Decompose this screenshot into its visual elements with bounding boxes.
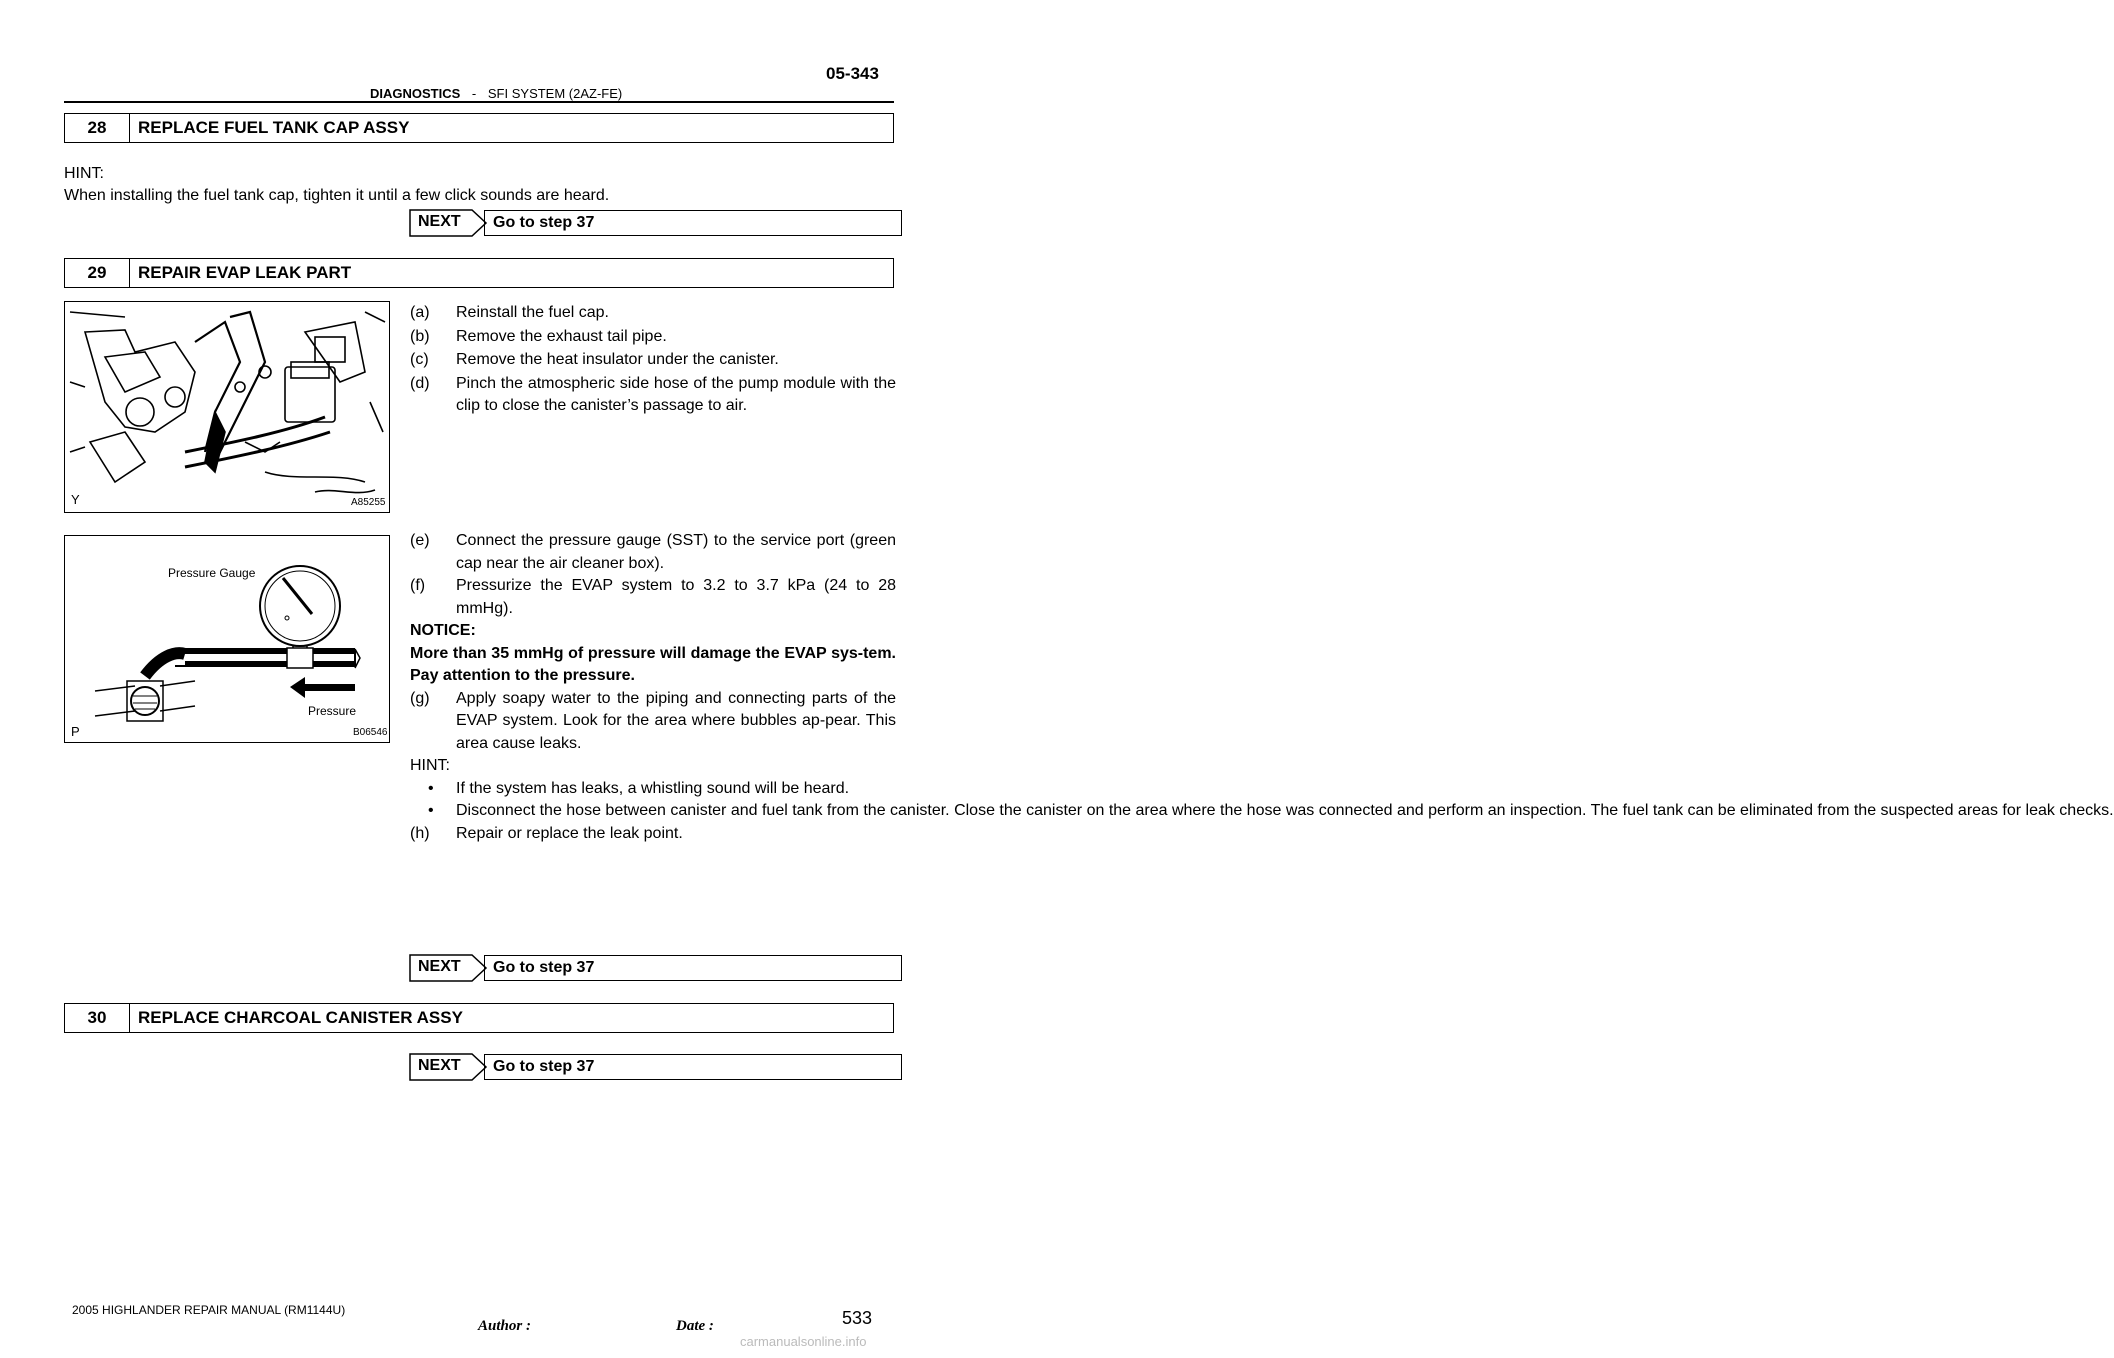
step-title: REPAIR EVAP LEAK PART	[138, 263, 352, 282]
bullet-icon: •	[428, 779, 434, 797]
item-text: Remove the heat insulator under the canister.	[456, 351, 779, 368]
step-number: 28	[65, 114, 130, 142]
footer-page-number: 533	[842, 1308, 873, 1328]
step-29-header	[64, 258, 894, 288]
item-marker: (d)	[410, 374, 430, 392]
step-30-header	[64, 1003, 894, 1033]
item-text: Connect the pressure gauge (SST) to the service port (green cap near the air cleaner box).	[456, 532, 896, 572]
page-number: 05-343	[826, 64, 879, 83]
step-title: REPLACE CHARCOAL CANISTER ASSY	[138, 1008, 463, 1027]
section-separator: -	[471, 86, 477, 101]
next-label: NEXT	[418, 1057, 461, 1074]
item-text: Reinstall the fuel cap.	[456, 304, 609, 321]
figure-code: B06546	[353, 727, 388, 738]
header-rule	[64, 101, 894, 103]
notice-label: NOTICE:	[410, 622, 476, 639]
step-title: REPLACE FUEL TANK CAP ASSY	[138, 118, 410, 137]
section-header	[370, 86, 622, 101]
step-number: 29	[65, 259, 130, 287]
canister-illustration	[65, 302, 389, 512]
watermark: carmanualsonline.info	[740, 1334, 867, 1349]
hint-bullet: Disconnect the hose between canister and fuel tank from the canister. Close the canister on the area where the hose was connected and perform an inspection. The fuel tank can be eliminated from the suspected areas for leak checks.	[456, 802, 2114, 819]
item-marker: (e)	[410, 532, 430, 549]
figure-view-letter: Y	[71, 492, 80, 507]
step29-instructions-1	[410, 302, 896, 418]
footer-model: 2005 HIGHLANDER REPAIR MANUAL (RM1144U)	[72, 1303, 346, 1317]
next-target: Go to step 37	[484, 1054, 902, 1080]
label-pressure: Pressure	[308, 704, 357, 718]
item-text: Pinch the atmospheric side hose of the pump module with the clip to close the canister’s passage to air.	[456, 374, 896, 414]
footer-author: Author :	[478, 1318, 531, 1334]
step-28-header	[64, 113, 894, 143]
hint-label: HINT:	[410, 757, 450, 774]
next-target: Go to step 37	[484, 955, 902, 981]
step-number: 30	[65, 1004, 130, 1032]
item-marker: (f)	[410, 577, 426, 594]
hint-label: HINT:	[64, 165, 104, 182]
next-label: NEXT	[418, 213, 461, 230]
figure-pressure-gauge	[64, 535, 390, 743]
section-title: DIAGNOSTICS	[370, 86, 461, 101]
item-marker: (c)	[410, 351, 429, 368]
label-pressure-gauge: Pressure Gauge	[168, 566, 256, 580]
item-marker: (a)	[410, 304, 430, 321]
next-block[interactable]	[410, 210, 894, 236]
item-text: Apply soapy water to the piping and connecting parts of the EVAP system. Look for the area where bubbles ap-pear. This area cause leaks.	[456, 689, 896, 752]
hint-bullet: If the system has leaks, a whistling sound will be heard.	[456, 779, 850, 797]
hint-text: When installing the fuel tank cap, tighten it until a few click sounds are heard.	[64, 187, 610, 204]
next-block[interactable]	[410, 955, 894, 981]
next-block[interactable]	[410, 1054, 894, 1080]
step29-instructions-2	[410, 530, 2114, 845]
bullet-icon: •	[428, 802, 434, 819]
item-marker: (g)	[410, 689, 430, 707]
figure-view-letter: P	[71, 724, 80, 739]
figure-code: A85255	[351, 497, 386, 508]
footer-date: Date :	[676, 1318, 714, 1334]
item-marker: (h)	[410, 824, 430, 842]
notice-text: More than 35 mmHg of pressure will damage the EVAP sys-tem. Pay attention to the pressure.	[410, 644, 896, 684]
next-target: Go to step 37	[484, 210, 902, 236]
next-label: NEXT	[418, 958, 461, 975]
subsection-title: SFI SYSTEM (2AZ-FE)	[487, 86, 623, 101]
item-text: Repair or replace the leak point.	[456, 824, 683, 842]
item-text: Remove the exhaust tail pipe.	[456, 327, 667, 345]
item-marker: (b)	[410, 327, 430, 345]
item-text: Pressurize the EVAP system to 3.2 to 3.7 kPa (24 to 28 mmHg).	[456, 577, 896, 617]
figure-evap-hose-clip	[64, 301, 390, 513]
